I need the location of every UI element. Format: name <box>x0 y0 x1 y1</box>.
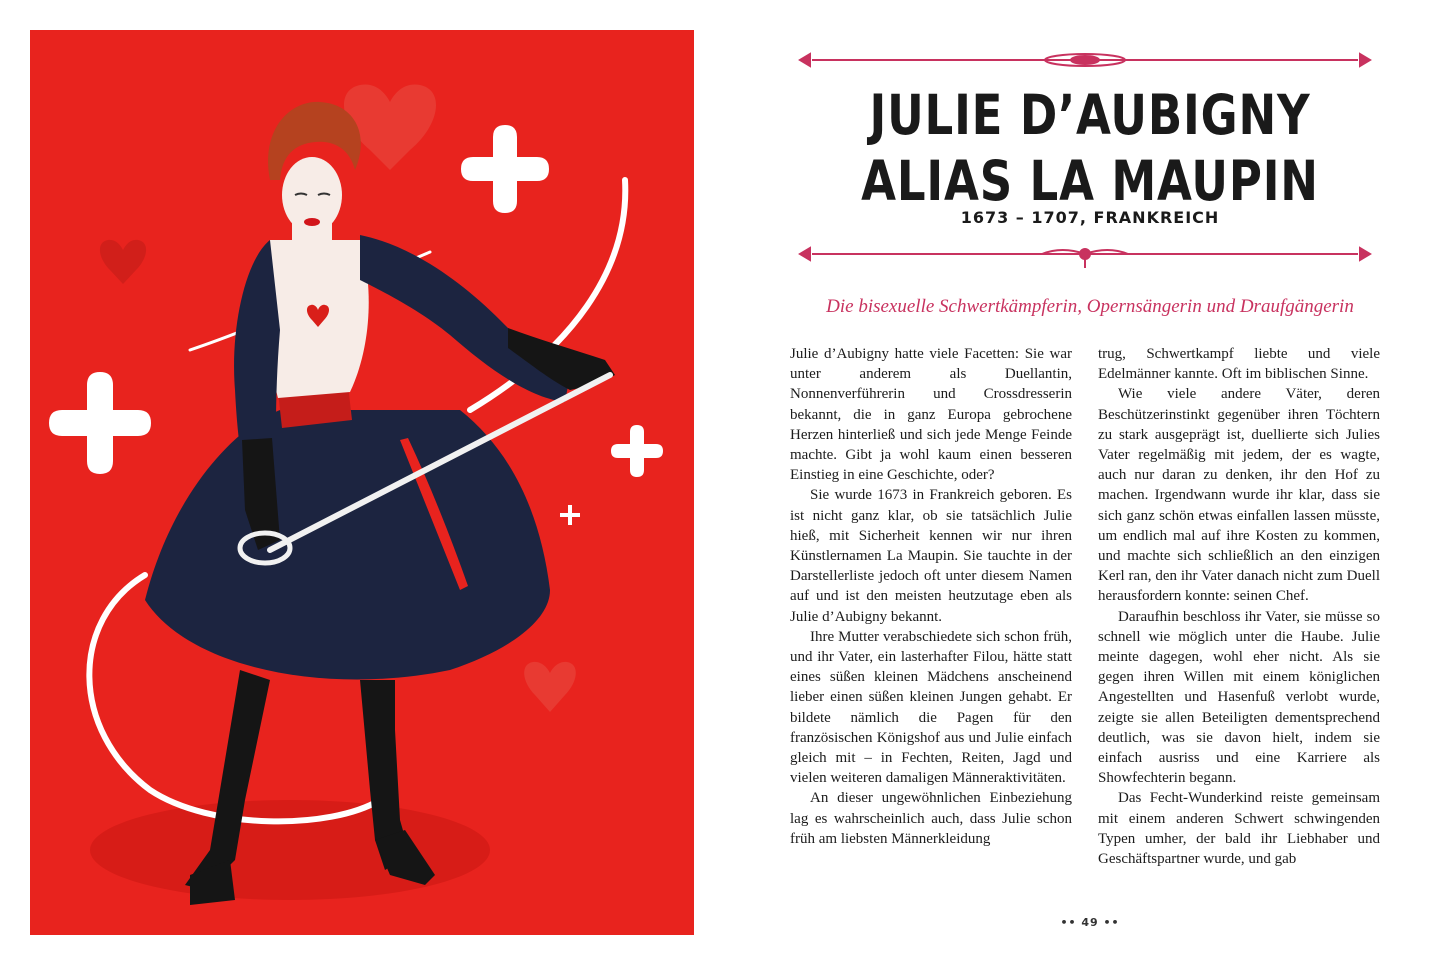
ornament-divider-icon <box>792 46 1378 74</box>
paragraph: Ihre Mutter verabschiedete sich schon früh, und ihr Vater, ein lasterhafter Filou, hätte statt eines süßen kleinen Mädchens anscheinend lieber einen süßen kleinen Jungen gehabt. Er bildete nämlich die Pagen für den französischen Königshof aus und Julie einfach gleich mit – in Fechten, Reiten, Jagd und vielen weiteren damaligen Männeraktivitäten. <box>790 628 1072 787</box>
paragraph: Julie d’Aubigny hatte viele Facetten: Sie war unter anderem als Duellantin, Nonnenverführerin und Crossdresserin bekannt, die in ganz Europa gebrochene Herzen hinterließ und sich jede Menge Feinde machte. Gibt ja wohl kaum einen besseren Einstieg in eine Geschichte, oder? <box>790 346 1072 484</box>
folio-dots-icon: •• <box>1098 916 1120 929</box>
page-subtitle: Die bisexuelle Schwertkämpferin, Opernsängerin und Draufgängerin <box>826 296 1354 317</box>
paragraph: Daraufhin beschloss ihr Vater, sie müsse so schnell wie möglich unter die Haube. Julie meinte dagegen, wohl eher nicht. Als sie gegen ihren Willen mit einem königlichen Angestellten und Hasenfuß verlobt wurde, zeigte sie allen Beteiligten dementsprechend deutlich, was sie davon hielt, indem sie einfach ausriss und eine Karriere als Showfechterin begann. <box>1098 608 1380 787</box>
title-line-1: JULIE D’AUBIGNY <box>869 83 1311 147</box>
illustration-canvas <box>30 30 694 935</box>
page-number-value: 49 <box>1081 916 1099 929</box>
text-page <box>760 0 1420 965</box>
page-title <box>819 82 1360 214</box>
folio-dots-icon: •• <box>1060 916 1082 929</box>
page-number <box>760 916 1420 929</box>
ornament-divider-icon <box>792 242 1378 270</box>
paragraph: Wie viele andere Väter, deren Beschützerinstinkt gegenüber ihren Töchtern zu stark ausgeprägt ist, duellierte sich Julies Vater regelmäßig mit jedem, der es wagte, auch nur daran zu denken, ihr den Hof zu machen. Irgendwann wurde ihr klar, dass sie sich ganz schön etwas einfallen lassen müsste, um endlich mal auf ihre Kosten zu kommen, und machte sich schließlich an den einzigen Kerl ran, den ihr Vater danach nicht zum Duell herausfordern konnte: seinen Chef. <box>1098 386 1380 605</box>
title-line-2: ALIAS LA MAUPIN <box>861 149 1319 213</box>
paragraph: trug, Schwertkampf liebte und viele Edelmänner kannte. Oft im biblischen Sinne. <box>1098 346 1380 383</box>
paragraph: An dieser ungewöhnlichen Einbeziehung lag es wahrscheinlich auch, dass Julie schon früh am liebsten Männerkleidung <box>790 790 1072 847</box>
portrait-illustration <box>30 30 694 935</box>
text-column-left <box>790 344 1072 849</box>
paragraph: Sie wurde 1673 in Frankreich geboren. Es ist nicht ganz klar, ob sie tatsächlich Julie hieß, mit Sicherheit kennen wir nur ihren Künstlernamen La Maupin. Sie tauchte in der Darstellerliste jedoch oft unter diesem Namen auf und ist den meisten heutzutage eben als Julie d’Aubigny bekannt. <box>790 487 1072 625</box>
paragraph: Das Fecht-Wunderkind reiste gemeinsam mit einem anderen Schwert schwingenden Typen umher, der bald ihr Liebhaber und Geschäftspartner wurde, und gab <box>1098 790 1380 868</box>
life-dates: 1673 – 1707, FRANKREICH <box>960 208 1220 227</box>
figure-lips <box>304 218 320 226</box>
text-column-right <box>1098 344 1380 869</box>
floor-shadow <box>90 800 490 900</box>
